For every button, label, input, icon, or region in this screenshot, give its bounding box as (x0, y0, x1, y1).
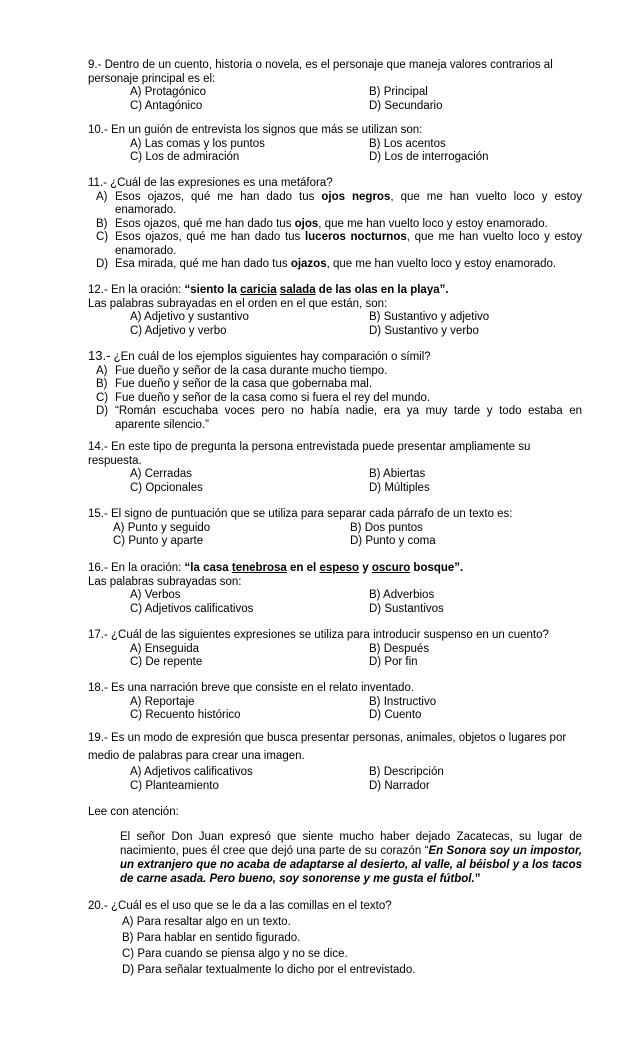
question-18-stem: 18.- Es una narración breve que consiste en el relato inventado. (88, 682, 415, 694)
q11-option-b-letter: B) (96, 217, 108, 230)
q11-option-a-letter: A) (96, 190, 108, 203)
q10-option-b[interactable]: B) Los acentos (369, 137, 446, 150)
question-14-stem: 14.- En este tipo de pregunta la persona entrevistada puede presentar ampliamente su respuesta. (88, 441, 531, 467)
q15-option-c[interactable]: C) Punto y aparte (113, 535, 204, 547)
question-16 (88, 562, 582, 616)
question-16-stem (88, 562, 582, 576)
q13-option-a-letter: A) (96, 364, 108, 377)
question-13 (88, 349, 582, 432)
q16-stem-lead: 16.- En la oración: (88, 562, 185, 574)
q10-option-c[interactable]: C) Los de admiración (130, 151, 240, 163)
question-10-stem: 10.- En un guión de entrevista los signos que más se utilizan son: (88, 124, 423, 136)
q10-option-d[interactable]: D) Los de interrogación (369, 151, 489, 163)
q20-option-a[interactable]: A) Para resaltar algo en un texto. (122, 916, 291, 928)
q12-stem-lead: 12.- En la oración: (88, 284, 185, 296)
q9-option-b[interactable]: B) Principal (369, 86, 428, 98)
q11-option-c-letter: C) (96, 231, 109, 243)
q17-option-c[interactable]: C) De repente (130, 656, 203, 668)
q11-a-tail: , que me han vuelto loco y estoy enamorado. (115, 190, 582, 216)
question-10 (88, 124, 582, 165)
question-15-stem: 15.- El signo de puntuación que se utiliza para separar cada párrafo de un texto es: (88, 508, 513, 520)
q13-option-c-text: Fue dueño y señor de la casa como si fuera el rey del mundo. (115, 391, 431, 404)
q11-a-bold: ojos negros (321, 190, 391, 203)
q11-d-tail: , que me han vuelto loco y estoy enamorado. (326, 258, 557, 270)
q15-option-a[interactable]: A) Punto y seguido (113, 521, 211, 534)
reading-intro: Lee con atención: (88, 806, 179, 818)
q15-option-b[interactable]: B) Dos puntos (350, 521, 423, 534)
q12-option-b[interactable]: B) Sustantivo y adjetivo (369, 311, 490, 323)
q12-s1: “siento la (184, 284, 241, 296)
question-18 (88, 682, 582, 723)
q20-option-d[interactable]: D) Para señalar textualmente lo dicho por el entrevistado. (122, 964, 416, 976)
q11-d-text: Esa mirada, qué me han dado tus (115, 258, 291, 270)
q13-option-c[interactable] (96, 392, 582, 406)
q16-s7: bosque”. (410, 562, 464, 574)
q11-option-b[interactable] (96, 218, 582, 232)
q16-option-c[interactable]: C) Adjetivos calificativos (130, 602, 254, 615)
question-9-stem: 9.- Dentro de un cuento, historia o novela, es el personaje que maneja valores contrarios al personaje principal es el: (88, 59, 553, 85)
question-19-stem-2: medio de palabras para crear una imagen. (88, 750, 305, 762)
question-13-stem (88, 349, 582, 365)
question-9 (88, 59, 582, 113)
q18-option-a[interactable]: A) Reportaje (130, 695, 195, 708)
q12-sentence (185, 284, 449, 296)
q13-option-a-text: Fue dueño y señor de la casa durante mucho tiempo. (115, 364, 388, 377)
q13-option-b-text: Fue dueño y señor de la casa que gobernaba mal. (115, 378, 373, 390)
question-12-stem-2: Las palabras subrayadas en el orden en el que están, son: (88, 297, 388, 310)
q9-option-c[interactable]: C) Antagónico (130, 99, 203, 112)
q14-option-b[interactable]: B) Abiertas (369, 468, 426, 480)
q19-option-a[interactable]: A) Adjetivos calificativos (130, 766, 253, 778)
q9-option-d[interactable]: D) Secundario (369, 99, 443, 112)
q13-option-d-text: “Román escuchaba voces pero no había nadie, era ya muy tarde y todo estaba en aparente silencio.” (115, 405, 582, 431)
q11-b-tail: , que me han vuelto loco y estoy enamorado. (318, 217, 548, 230)
q17-option-d[interactable]: D) Por fin (369, 656, 418, 668)
q11-option-d-letter: D) (96, 258, 109, 270)
q11-b-bold: ojos (294, 217, 319, 230)
q11-c-bold: luceros nocturnos (304, 231, 407, 243)
q11-d-bold: ojazos (290, 258, 327, 270)
q11-b-text: Esos ojazos, qué me han dado tus (115, 217, 295, 230)
q9-option-a[interactable]: A) Protagónico (130, 86, 207, 98)
q17-option-a[interactable]: A) Enseguida (130, 642, 200, 655)
q19-option-d[interactable]: D) Narrador (369, 779, 430, 792)
q10-option-a[interactable]: A) Las comas y los puntos (130, 137, 265, 150)
q14-option-d[interactable]: D) Múltiples (369, 481, 430, 494)
question-12 (88, 284, 582, 338)
question-20-stem: 20.- ¿Cuál es el uso que se le da a las comillas en el texto? (88, 900, 392, 912)
q11-option-c[interactable] (96, 231, 582, 258)
q11-c-tail: , que me han vuelto loco y estoy enamorado. (115, 231, 582, 257)
reading-quote: En Sonora soy un impostor, un extranjero que no acaba de adaptarse al desierto, al valle, al béisbol y a los tacos de carne asada. Pero bueno, soy sonorense y me gusta el fútbol. (120, 845, 582, 885)
question-19-stem: 19.- Es un modo de expresión que busca presentar personas, animales, objetos o lugares por (88, 732, 567, 744)
q17-option-b[interactable]: B) Después (369, 642, 430, 655)
reading-close-quote: ” (474, 873, 481, 885)
reading-plain-text: El señor Don Juan expresó que siente mucho haber dejado Zacatecas, su lugar de nacimiento, pues él cree que dejó una parte de su corazón “ (120, 831, 582, 857)
q13-option-d-letter: D) (96, 405, 109, 417)
q13-option-a[interactable] (96, 365, 582, 379)
q12-underlined-1: caricia (240, 284, 277, 296)
q16-s3: en el (286, 562, 320, 574)
q12-s5: de las olas en la playa”. (315, 284, 449, 296)
q13-stem-text: ¿En cuál de los ejemplos siguientes hay comparación o símil? (110, 351, 431, 363)
q19-option-b[interactable]: B) Descripción (369, 766, 444, 778)
question-17-stem: 17.- ¿Cuál de las siguientes expresiones se utiliza para introducir suspenso en un cuento? (88, 629, 549, 641)
q16-option-a[interactable]: A) Verbos (130, 589, 181, 601)
q12-option-a[interactable]: A) Adjetivo y sustantivo (130, 311, 249, 323)
q12-option-c[interactable]: C) Adjetivo y verbo (130, 324, 227, 337)
q12-underlined-2: salada (279, 284, 316, 296)
q16-option-d[interactable]: D) Sustantivos (369, 602, 444, 615)
q20-option-c[interactable]: C) Para cuando se piensa algo y no se dice. (122, 948, 348, 960)
q16-underlined-1: tenebrosa (231, 562, 287, 574)
q13-option-b[interactable] (96, 378, 582, 392)
q14-option-a[interactable]: A) Cerradas (130, 468, 192, 480)
q18-option-c[interactable]: C) Recuento histórico (130, 709, 241, 721)
q16-sentence (185, 562, 464, 574)
question-20 (88, 900, 582, 978)
q13-number: 13.- (88, 348, 111, 363)
q15-option-d[interactable]: D) Punto y coma (350, 535, 436, 547)
q16-option-b[interactable]: B) Adverbios (369, 589, 435, 601)
question-16-stem-2: Las palabras subrayadas son: (88, 575, 242, 588)
q16-underlined-3: oscuro (371, 562, 411, 574)
question-11-stem: 11.- ¿Cuál de las expresiones es una metáfora? (88, 177, 333, 189)
q11-option-a[interactable] (96, 191, 582, 218)
q16-underlined-2: espeso (319, 562, 360, 574)
q18-option-b[interactable]: B) Instructivo (369, 695, 437, 708)
q11-option-d[interactable] (96, 258, 582, 272)
q14-option-c[interactable]: C) Opcionales (130, 481, 203, 494)
question-17 (88, 629, 582, 670)
q12-option-d[interactable]: D) Sustantivo y verbo (369, 324, 479, 337)
reading-passage (120, 830, 582, 886)
q13-option-b-letter: B) (96, 378, 108, 390)
q11-c-text: Esos ojazos, qué me han dado tus (115, 231, 305, 243)
q13-option-c-letter: C) (96, 391, 109, 404)
q11-a-text: Esos ojazos, qué me han dado tus (115, 190, 322, 203)
question-19 (88, 732, 582, 793)
q20-option-b[interactable]: B) Para hablar en sentido figurado. (122, 932, 301, 944)
q18-option-d[interactable]: D) Cuento (369, 709, 422, 721)
q13-option-d[interactable] (96, 405, 582, 432)
question-11 (88, 177, 582, 272)
q19-option-c[interactable]: C) Planteamiento (130, 779, 219, 792)
question-14 (88, 441, 582, 495)
q16-s1: “la casa (184, 562, 232, 574)
q16-s5: y (359, 562, 372, 574)
question-15 (88, 508, 582, 549)
question-12-stem (88, 284, 582, 298)
